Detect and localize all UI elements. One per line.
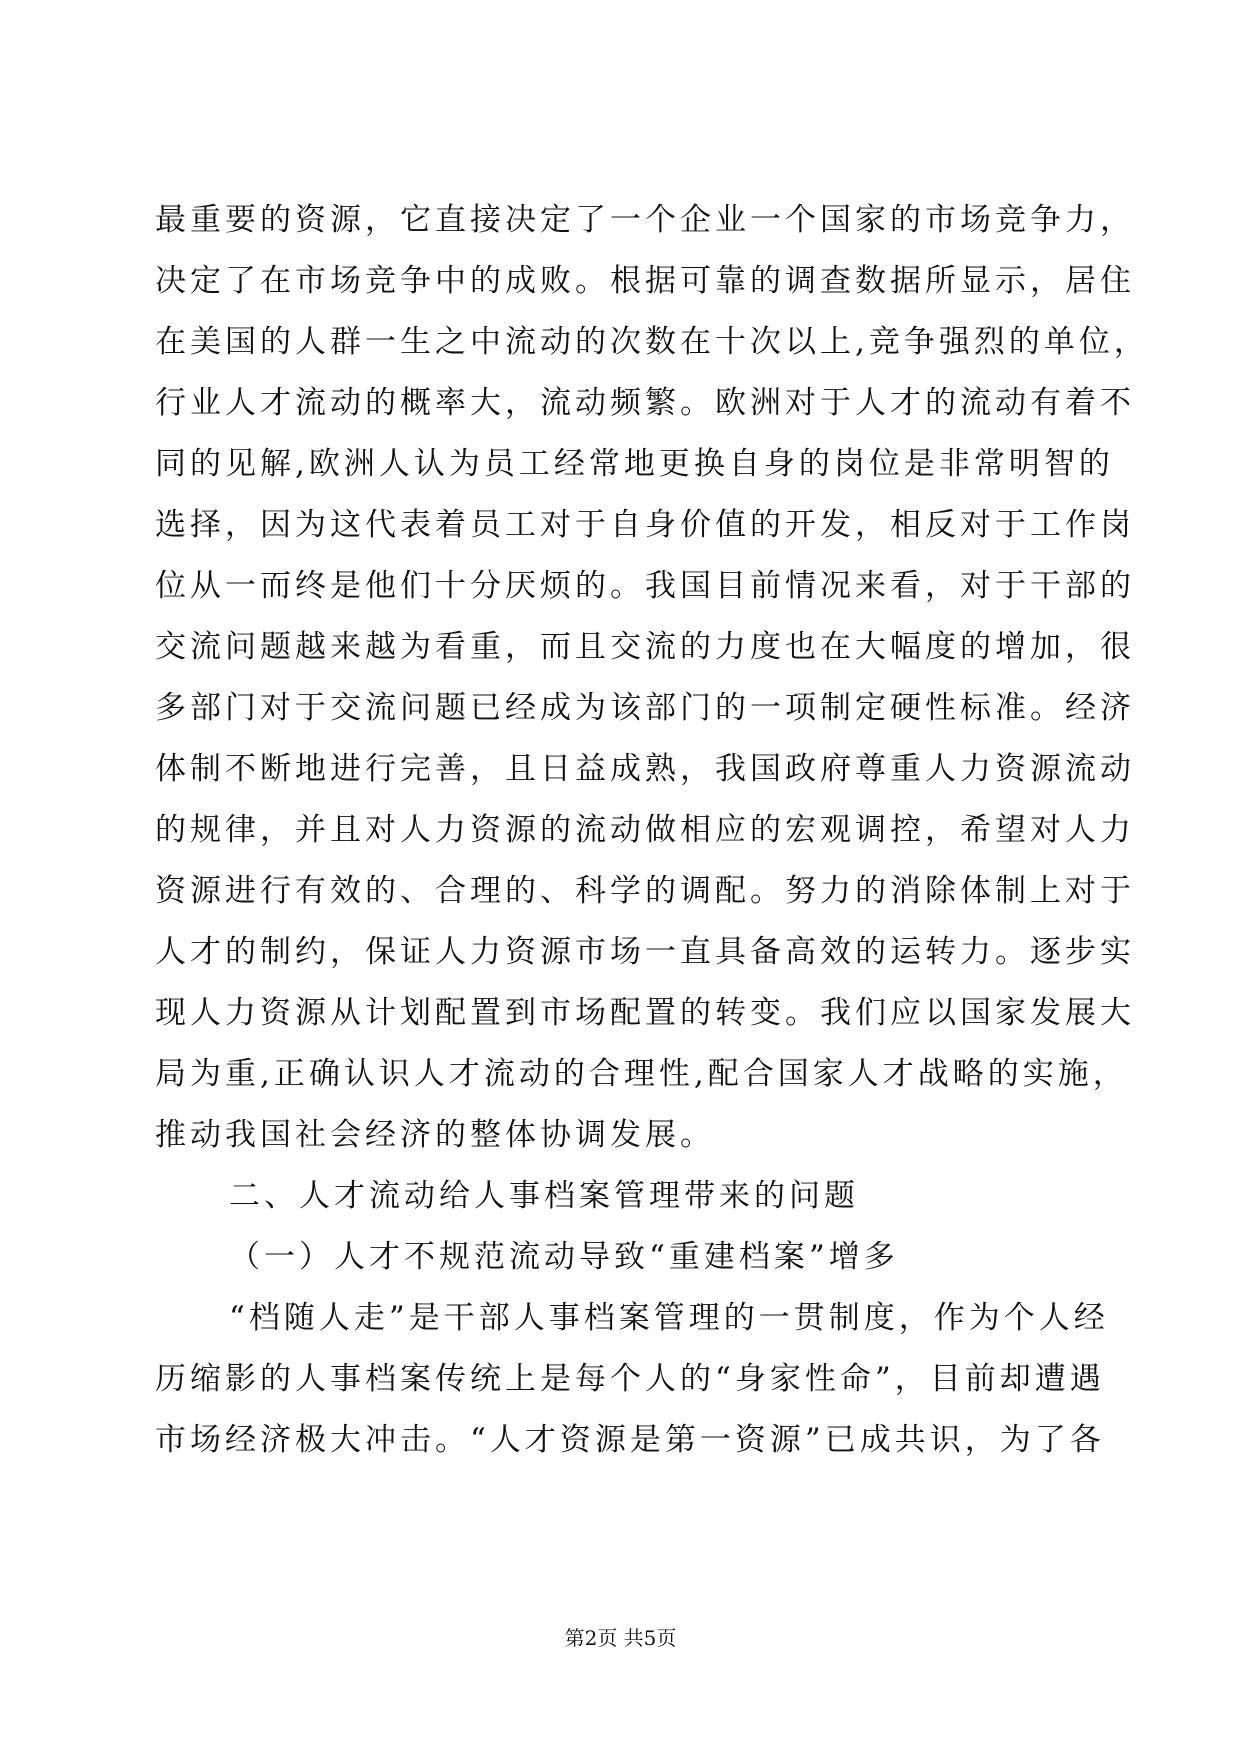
body-text-line: 人才的制约，保证人力资源市场一直具备高效的运转力。逐步实: [155, 934, 1135, 970]
body-text-line: 交流问题越来越为看重，而且交流的力度也在大幅度的增加，很: [155, 629, 1135, 665]
page-number-footer: 第2页 共5页: [564, 1626, 677, 1650]
section-heading: 二、人才流动给人事档案管理带来的问题: [229, 1178, 859, 1214]
body-text-line: 现人力资源从计划配置到市场配置的转变。我们应以国家发展大: [155, 995, 1135, 1031]
body-text-line: 体制不断地进行完善，且日益成熟，我国政府尊重人力资源流动: [155, 751, 1135, 787]
body-text-line: 决定了在市场竞争中的成败。根据可靠的调查数据所显示，居住: [155, 263, 1135, 299]
body-text-line: 市场经济极大冲击。“人才资源是第一资源”已成共识，为了各: [155, 1422, 1105, 1458]
body-text-line: 局为重,正确认识人才流动的合理性,配合国家人才战略的实施，: [155, 1056, 1128, 1092]
body-text-line: 最重要的资源，它直接决定了一个企业一个国家的市场竞争力，: [155, 202, 1135, 238]
body-text-line: 在美国的人群一生之中流动的次数在十次以上,竞争强烈的单位，: [155, 324, 1149, 360]
body-text-line: 的规律，并且对人力资源的流动做相应的宏观调控，希望对人力: [155, 812, 1135, 848]
body-text-line: 资源进行有效的、合理的、科学的调配。努力的消除体制上对于: [155, 873, 1135, 909]
body-text-line: 选择，因为这代表着员工对于自身价值的开发，相反对于工作岗: [155, 507, 1135, 543]
body-text-line: 多部门对于交流问题已经成为该部门的一项制定硬性标准。经济: [155, 690, 1135, 726]
body-text-line: 同的见解,欧洲人认为员工经常地更换自身的岗位是非常明智的: [155, 446, 1114, 482]
body-text-line: 位从一而终是他们十分厌烦的。我国目前情况来看，对于干部的: [155, 568, 1135, 604]
body-text-line: “档随人走”是干部人事档案管理的一贯制度，作为个人经: [229, 1300, 1109, 1336]
body-text-line: 行业人才流动的概率大，流动频繁。欧洲对于人才的流动有着不: [155, 385, 1135, 421]
subsection-heading: （一）人才不规范流动导致“重建档案”增多: [229, 1239, 899, 1275]
body-text-line: 历缩影的人事档案传统上是每个人的“身家性命”，目前却遭遇: [155, 1361, 1105, 1397]
body-text-line: 推动我国社会经济的整体协调发展。: [155, 1117, 715, 1153]
